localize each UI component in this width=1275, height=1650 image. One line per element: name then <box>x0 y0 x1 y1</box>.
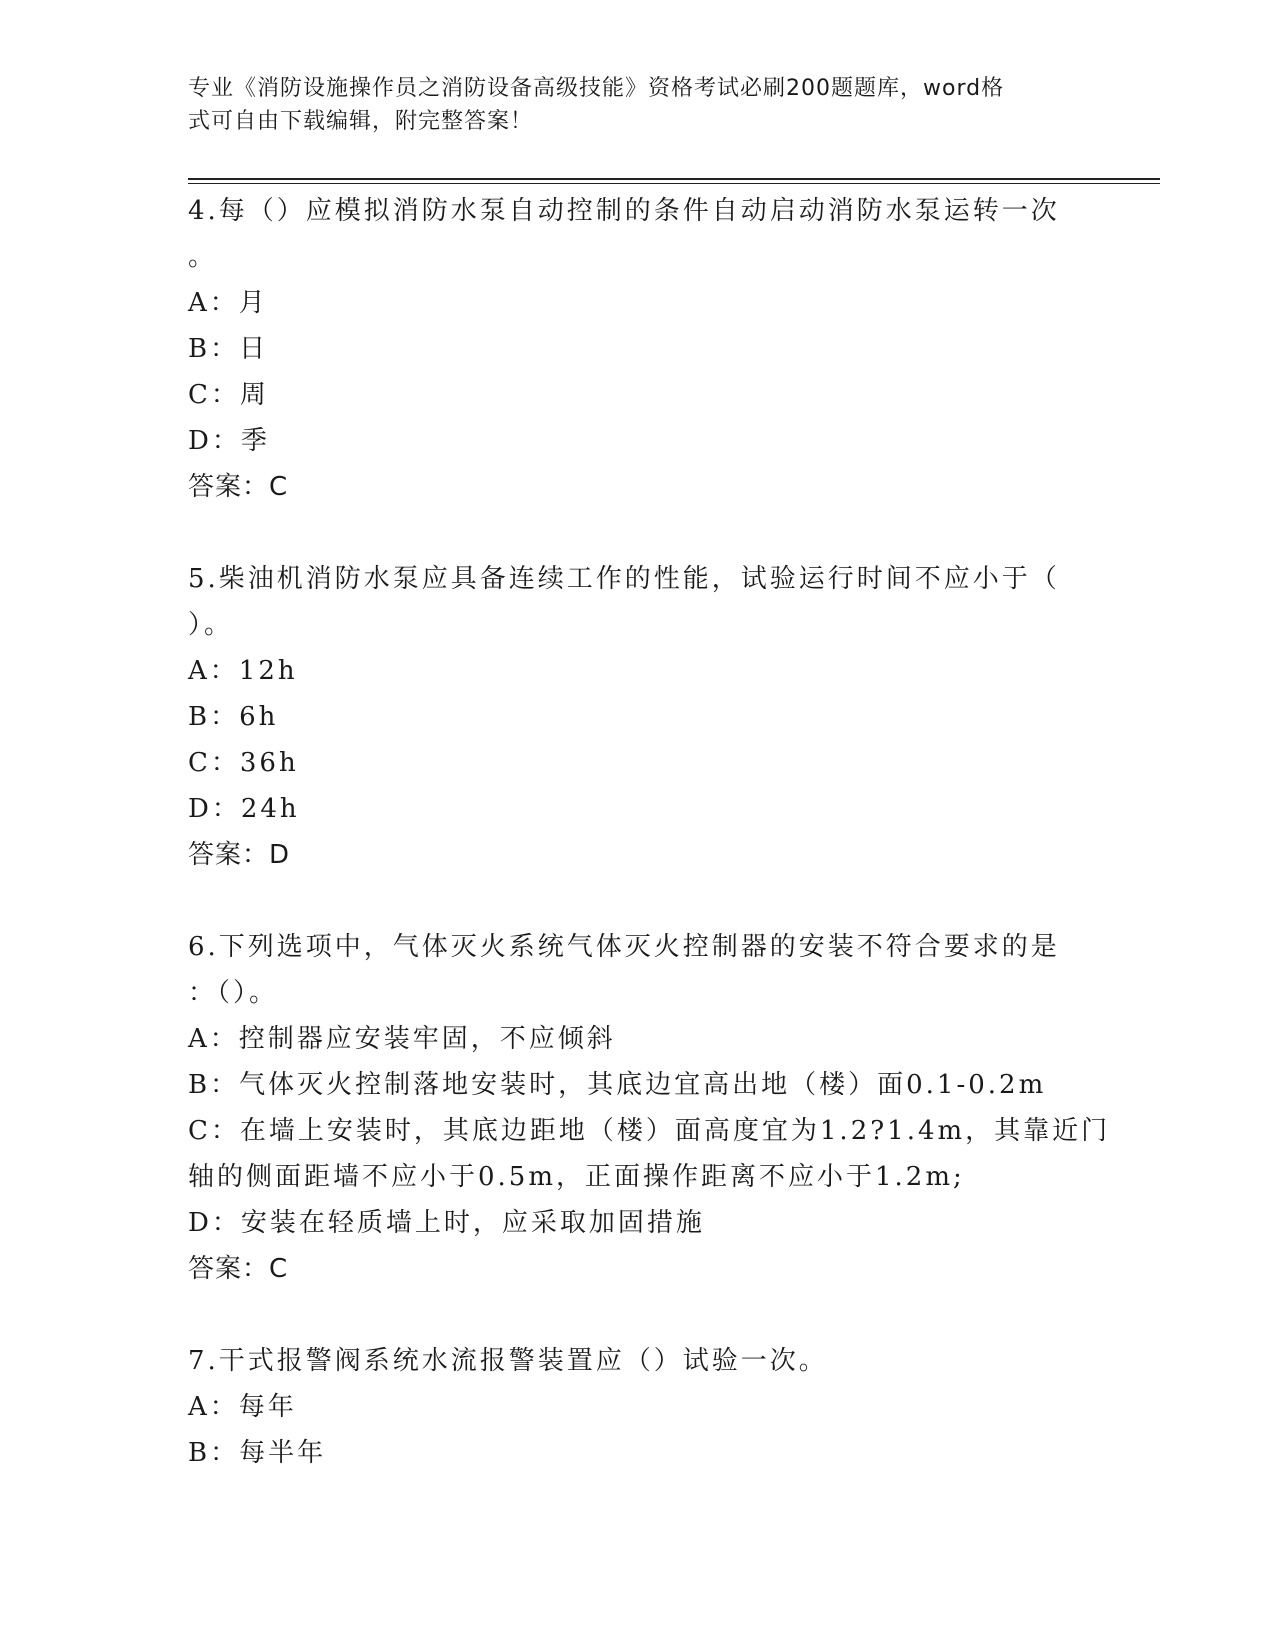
option-b: B：每半年 <box>188 1438 327 1468</box>
question-stem: ：（）。 <box>188 978 279 1008</box>
option-a: A：控制器应安装牢固，不应倾斜 <box>188 1024 616 1054</box>
option-d: D：季 <box>188 426 270 456</box>
answer-line: 答案：C <box>188 472 289 502</box>
header-line-2: 式可自由下载编辑，附完整答案！ <box>188 109 534 134</box>
question-6 <box>188 924 1111 1292</box>
question-stem: 6.下列选项中，气体灭火系统气体灭火控制器的安装不符合要求的是 <box>188 932 1060 962</box>
document-header <box>188 72 1088 138</box>
question-stem: ）。 <box>188 610 234 640</box>
answer-line: 答案：D <box>188 840 291 870</box>
question-stem: 7.干式报警阀系统水流报警装置应（）试验一次。 <box>188 1346 828 1376</box>
option-c: C：36h <box>188 748 299 778</box>
question-5 <box>188 556 1088 878</box>
header-divider-thin <box>188 183 1160 184</box>
option-b: B：气体灭火控制落地安装时，其底边宜高出地（楼）面0.1-0.2m <box>188 1070 1047 1100</box>
option-a: A：每年 <box>188 1392 297 1422</box>
option-b: B：日 <box>188 334 269 364</box>
option-a: A：12h <box>188 656 298 686</box>
header-divider-thick <box>188 178 1160 180</box>
question-stem: 5.柴油机消防水泵应具备连续工作的性能，试验运行时间不应小于（ <box>188 564 1060 594</box>
option-d: D：24h <box>188 794 300 824</box>
option-c: C：在墙上安装时，其底边距地（楼）面高度宜为1.2?1.4m，其靠近门 <box>188 1116 1111 1146</box>
spacer <box>188 1292 1088 1338</box>
question-stem: 。 <box>188 242 218 272</box>
spacer <box>188 510 1088 556</box>
question-4 <box>188 188 1088 510</box>
question-list <box>188 188 1111 1476</box>
question-7 <box>188 1338 1088 1476</box>
header-line-1: 专业《消防设施操作员之消防设备高级技能》资格考试必刷200题题库，word格 <box>188 76 1005 101</box>
option-b: B：6h <box>188 702 279 732</box>
option-c: C：周 <box>188 380 269 410</box>
answer-line: 答案：C <box>188 1254 289 1284</box>
option-c-continued: 轴的侧面距墙不应小于0.5m，正面操作距离不应小于1.2m; <box>188 1162 965 1192</box>
question-stem: 4.每（）应模拟消防水泵自动控制的条件自动启动消防水泵运转一次 <box>188 196 1060 226</box>
spacer <box>188 878 1088 924</box>
option-d: D：安装在轻质墙上时，应采取加固措施 <box>188 1208 705 1238</box>
option-a: A：月 <box>188 288 268 318</box>
